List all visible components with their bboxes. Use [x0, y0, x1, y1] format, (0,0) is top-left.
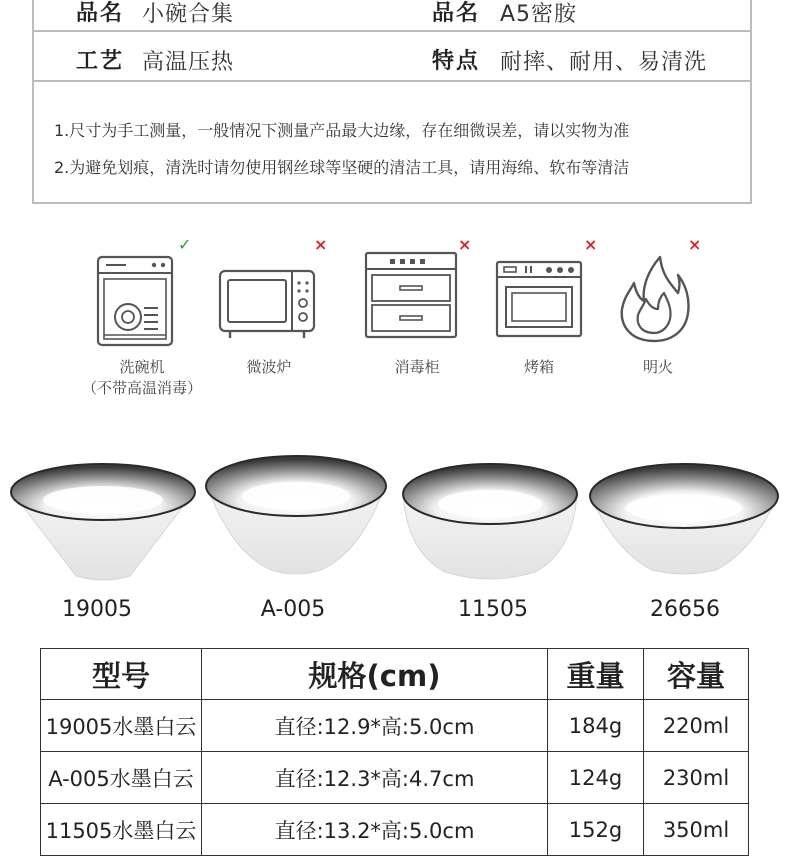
cell-model: 11505水墨白云 [41, 804, 202, 856]
care-oven [494, 235, 598, 405]
cross-icon: × [458, 235, 472, 254]
care-microwave [214, 235, 328, 405]
bowl-code-A-005: A-005 [260, 597, 326, 622]
bowl-code-26656: 26656 [650, 597, 720, 622]
bowl-image-26656 [586, 456, 782, 584]
oven-label: 烤箱 [523, 358, 554, 376]
info-row-name [34, 0, 750, 32]
bowl-code-11505: 11505 [458, 597, 528, 622]
dishwasher-label [62, 357, 222, 399]
cell-weight: 184g [548, 700, 644, 752]
product-info-box [32, 0, 752, 204]
table-row [41, 804, 749, 856]
spec-table [40, 648, 749, 856]
cell-spec: 直径:12.3*高:4.7cm [202, 752, 548, 804]
sterilizer-cabinet-icon [364, 251, 460, 341]
bowl-code-19005: 19005 [62, 597, 132, 622]
header-weight: 重量 [548, 649, 644, 700]
bowl-image-19005 [8, 460, 198, 590]
name-key-1: 品名 [76, 1, 125, 26]
cross-icon: × [688, 235, 702, 254]
check-icon: ✓ [178, 235, 192, 254]
feature-value: 耐摔、耐用、易清洗 [500, 50, 708, 75]
flame-label: 明火 [642, 358, 673, 376]
microwave-label: 微波炉 [246, 358, 292, 376]
table-header-row [41, 649, 749, 700]
cell-capacity: 350ml [644, 804, 749, 856]
cell-model: A-005水墨白云 [41, 752, 202, 804]
microwave-icon [218, 269, 318, 341]
bowl-image-11505 [399, 456, 581, 586]
care-open-flame [612, 235, 712, 405]
craft-value: 高温压热 [142, 50, 235, 75]
oven-icon [494, 259, 584, 343]
cross-icon: × [584, 235, 598, 254]
table-row [41, 700, 749, 752]
cell-capacity: 230ml [644, 752, 749, 804]
table-row [41, 752, 749, 804]
cell-capacity: 220ml [644, 700, 749, 752]
note-line-2: 2.为避免划痕，清洗时请勿使用钢丝球等坚硬的清洁工具，请用海绵、软布等清洁 [54, 158, 630, 177]
notes [54, 112, 629, 186]
info-row-craft [34, 32, 750, 82]
flame-icon [614, 253, 694, 345]
cell-spec: 直径:13.2*高:5.0cm [202, 804, 548, 856]
note-line-1: 1.尺寸为手工测量，一般情况下测量产品最大边缘，存在细微误差，请以实物为准 [54, 121, 630, 140]
cell-weight: 152g [548, 804, 644, 856]
sterilizer-label: 消毒柜 [394, 358, 440, 376]
feature-key: 特点 [432, 49, 481, 74]
header-model: 型号 [41, 649, 202, 700]
cross-icon: × [314, 235, 328, 254]
cell-model: 19005水墨白云 [41, 700, 202, 752]
name-value-1: 小碗合集 [142, 2, 235, 27]
name-key-2: 品名 [432, 1, 481, 26]
name-value-2: A5密胺 [500, 2, 578, 27]
bowl-image-A-005 [203, 452, 389, 582]
care-sterilizer [362, 235, 472, 405]
header-spec: 规格(cm) [202, 649, 548, 700]
care-dishwasher [81, 235, 202, 405]
cell-spec: 直径:12.9*高:5.0cm [202, 700, 548, 752]
craft-key: 工艺 [76, 49, 125, 74]
dishwasher-label-sub: （不带高温消毒） [81, 379, 202, 397]
cell-weight: 124g [548, 752, 644, 804]
dishwasher-icon [96, 255, 176, 351]
dishwasher-label-main: 洗碗机 [119, 358, 165, 376]
header-capacity: 容量 [644, 649, 749, 700]
